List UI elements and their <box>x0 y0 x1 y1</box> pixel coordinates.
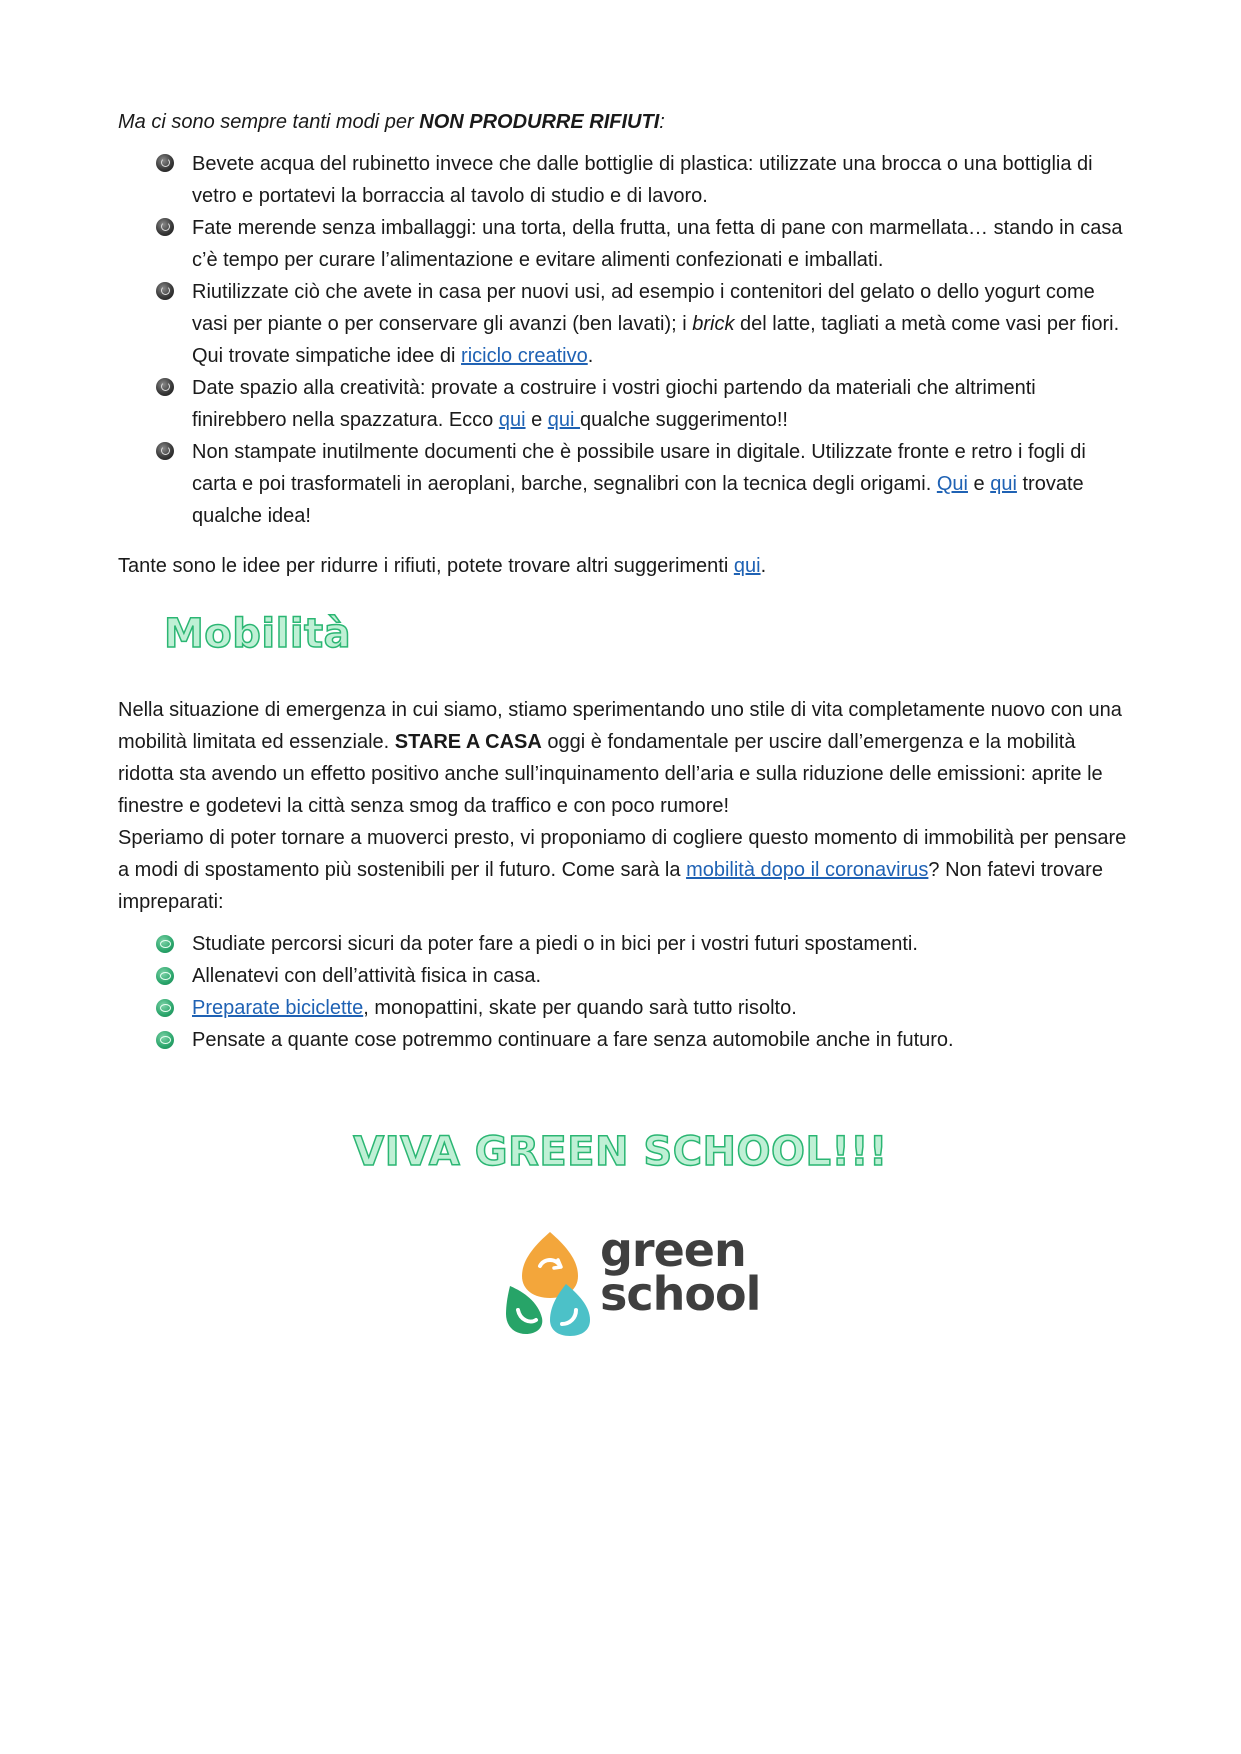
logo-word-green: green <box>600 1223 746 1277</box>
list-item <box>192 992 1130 1024</box>
list-item-text: Date spazio alla creatività: provate a costruire i vostri giochi partendo da materiali che altrimenti finirebbero nella spazzatura. Ecco <box>192 377 1036 431</box>
tail-end: . <box>760 555 767 577</box>
list-item-text: Studiate percorsi sicuri da poter fare a piedi o in bici per i vostri futuri spostamenti. <box>192 933 918 955</box>
list-item-text: . <box>587 345 594 367</box>
waste-list <box>118 148 1130 532</box>
tail-paragraph <box>118 550 1130 582</box>
section-heading-mobilita: Mobilità <box>164 611 352 657</box>
bullet-icon <box>156 935 174 953</box>
mobility-list <box>118 928 1130 1056</box>
list-item <box>192 960 1130 992</box>
list-item-text: trovate qualche idea! <box>192 473 1084 527</box>
intro-colon: : <box>659 111 665 133</box>
intro-bold: NON PRODURRE RIFIUTI <box>419 111 660 133</box>
paragraph-text: oggi è fondamentale per uscire dall’emergenza e la mobilità ridotta sta avendo un effetto positivo anche sull’inquinamento dell’aria e sulla riduzione delle emissioni: aprite le finestre e godetevi la città senza smog da traffico e con poco rumore! <box>118 731 1103 817</box>
list-item <box>192 372 1130 436</box>
intro-paragraph <box>118 106 1130 138</box>
intro-lead: Ma ci sono sempre tanti modi per <box>118 111 420 133</box>
paragraph-text: ? Non fatevi trovare impreparati: <box>118 859 1103 913</box>
list-item-text: del latte, tagliati a metà come vasi per fiori. Qui trovate simpatiche idee di <box>192 313 1120 367</box>
logo-word-school: school <box>600 1267 761 1321</box>
link-qui-suggerimenti[interactable]: qui <box>733 555 761 577</box>
mobilita-paragraph <box>118 694 1130 918</box>
list-item <box>192 276 1130 372</box>
bullet-icon <box>156 1031 174 1049</box>
list-item <box>192 1024 1130 1056</box>
list-item-text: Non stampate inutilmente documenti che è possibile usare in digitale. Utilizzate fronte e retro i fogli di carta e poi trasformateli in aeroplani, barche, segnalibri con la tecnica degli origami. <box>192 441 1086 495</box>
bullet-icon <box>156 154 174 172</box>
bullet-icon <box>156 999 174 1017</box>
link-qui-origami-1[interactable]: Qui <box>936 473 968 495</box>
bullet-icon <box>156 442 174 460</box>
list-item-text: e <box>525 409 548 431</box>
paragraph-bold: STARE A CASA <box>394 731 542 753</box>
bullet-icon <box>156 967 174 985</box>
list-item-text: Allenatevi con dell’attività fisica in casa. <box>192 965 542 987</box>
list-item-text: , monopattini, skate per quando sarà tutto risolto. <box>363 997 797 1019</box>
list-item <box>192 928 1130 960</box>
logo-wordmark <box>600 1223 761 1321</box>
link-qui-giochi-1[interactable]: qui <box>498 409 526 431</box>
link-mobilita-coronavirus[interactable]: mobilità dopo il coronavirus <box>686 859 929 881</box>
list-item-text: Pensate a quante cose potremmo continuare a fare senza automobile anche in futuro. <box>192 1029 954 1051</box>
paragraph-text: Nella situazione di emergenza in cui siamo, stiamo sperimentando uno stile di vita completamente nuovo con una mobilità limitata ed essenziale. <box>118 699 1122 753</box>
document-page <box>118 96 1130 1056</box>
link-preparate-biciclette[interactable]: Preparate biciclette <box>192 997 364 1019</box>
tail-text: Tante sono le idee per ridurre i rifiuti, potete trovare altri suggerimenti <box>118 555 734 577</box>
list-item-text: Bevete acqua del rubinetto invece che dalle bottiglie di plastica: utilizzate una brocca o una bottiglia di vetro e portatevi la borraccia al tavolo di studio e di lavoro. <box>192 153 1093 207</box>
link-riciclo-creativo[interactable]: riciclo creativo <box>461 345 588 367</box>
list-item-text: Fate merende senza imballaggi: una torta, della frutta, una fetta di pane con marmellata… stando in casa c’è tempo per curare l’alimentazione e evitare alimenti confezionati e imballati. <box>192 217 1123 271</box>
green-school-logo-icon <box>504 1228 596 1338</box>
list-item-text: Riutilizzate ciò che avete in casa per nuovi usi, ad esempio i contenitori del gelato o dello yogurt come vasi per piante o per conservare gli avanzi (ben lavati); i <box>192 281 1095 335</box>
link-qui-origami-2[interactable]: qui <box>990 473 1017 495</box>
list-item-emphasis: brick <box>692 313 735 335</box>
closing-slogan: VIVA GREEN SCHOOL!!! <box>353 1129 888 1175</box>
bullet-icon <box>156 218 174 236</box>
list-item-text: e <box>967 473 991 495</box>
list-item-text: qualche suggerimento!! <box>580 409 788 431</box>
bullet-icon <box>156 282 174 300</box>
green-school-logo <box>504 1223 764 1338</box>
list-item <box>192 148 1130 212</box>
bullet-icon <box>156 378 174 396</box>
list-item <box>192 212 1130 276</box>
link-qui-giochi-2[interactable]: qui <box>547 409 581 431</box>
list-item <box>192 436 1130 532</box>
paragraph-text: Speriamo di poter tornare a muoverci presto, vi proponiamo di cogliere questo momento di immobilità per pensare a modi di spostamento più sostenibili per il futuro. Come sarà la <box>118 827 1127 881</box>
